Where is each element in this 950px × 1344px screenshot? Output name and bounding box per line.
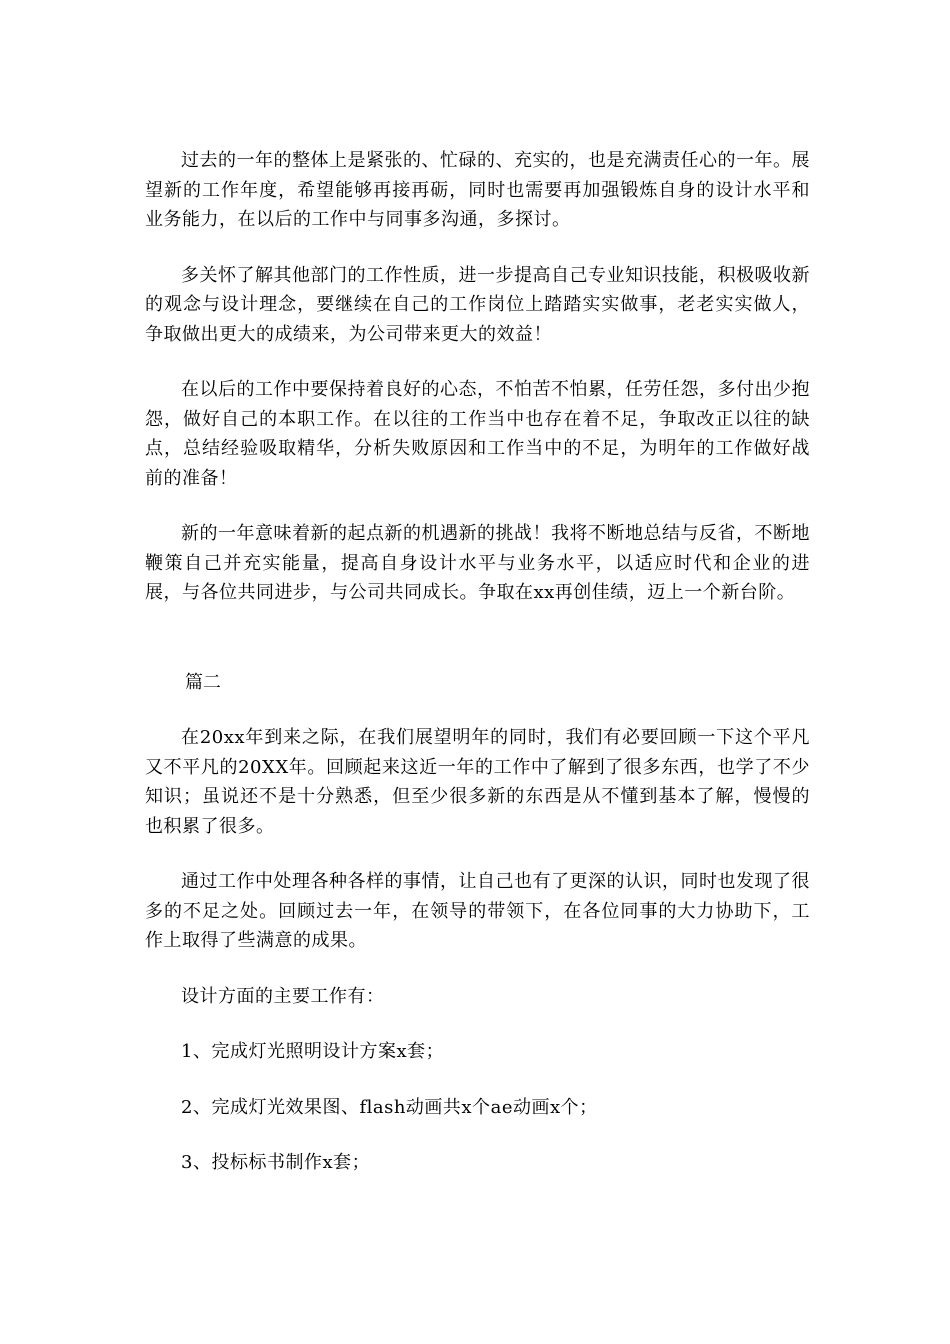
list-item-3: 3、投标标书制作x套； xyxy=(181,1152,371,1173)
paragraph-gap xyxy=(145,841,810,867)
paragraph-gap xyxy=(145,1067,810,1093)
paragraph-gap xyxy=(145,956,810,982)
section-gap xyxy=(145,608,810,668)
paragraph-6: 通过工作中处理各种各样的事情，让自己也有了更深的认识，同时也发现了很多的不足之处。回顾过去一年，在领导的带领下，在各位同事的大力协助下，工作上取得了些满意的成果。 xyxy=(145,871,810,951)
paragraph-gap xyxy=(145,1122,810,1148)
paragraph-gap xyxy=(145,349,810,375)
section-heading: 篇二 xyxy=(185,671,221,693)
paragraph-gap xyxy=(145,235,810,261)
list-intro: 设计方面的主要工作有： xyxy=(181,985,385,1007)
paragraph-5: 在20xx年到来之际，在我们展望明年的同时，我们有必要回顾一下这个平凡又不平凡的20XX年。回顾起来这近一年的工作中了解到了很多东西，也学了不少知识；虽说还不是十分熟悉，但至少很多新的东西是从不懂到基本了解，慢慢的也积累了很多。 xyxy=(145,727,810,837)
paragraph-gap xyxy=(145,697,810,723)
paragraph-gap xyxy=(145,493,810,519)
paragraph-gap xyxy=(145,1011,810,1037)
document-page xyxy=(145,146,810,1178)
paragraph-1: 过去的一年的整体上是紧张的、忙碌的、充实的，也是充满责任心的一年。展望新的工作年度，希望能够再接再砺，同时也需要再加强锻炼自身的设计水平和业务能力，在以后的工作中与同事多沟通，多探讨。 xyxy=(145,150,810,230)
list-item-1: 1、完成灯光照明设计方案x套； xyxy=(181,1041,445,1062)
list-item-2: 2、完成灯光效果图、flash动画共x个ae动画x个； xyxy=(181,1096,598,1118)
paragraph-3: 在以后的工作中要保持着良好的心态，不怕苦不怕累，任劳任怨，多付出少抱怨，做好自己的本职工作。在以往的工作当中也存在着不足，争取改正以往的缺点，总结经验吸取精华，分析失败原因和工作当中的不足，为明年的工作做好战前的准备！ xyxy=(145,379,810,489)
paragraph-2: 多关怀了解其他部门的工作性质，进一步提高自己专业知识技能，积极吸收新的观念与设计理念，要继续在自己的工作岗位上踏踏实实做事，老老实实做人，争取做出更大的成绩来，为公司带来更大的效益！ xyxy=(145,264,810,345)
paragraph-4: 新的一年意味着新的起点新的机遇新的挑战！我将不断地总结与反省，不断地鞭策自己并充实能量，提高自身设计水平与业务水平，以适应时代和企业的进展，与各位共同进步，与公司共同成长。争取在xx再创佳绩，迈上一个新台阶。 xyxy=(145,523,810,603)
